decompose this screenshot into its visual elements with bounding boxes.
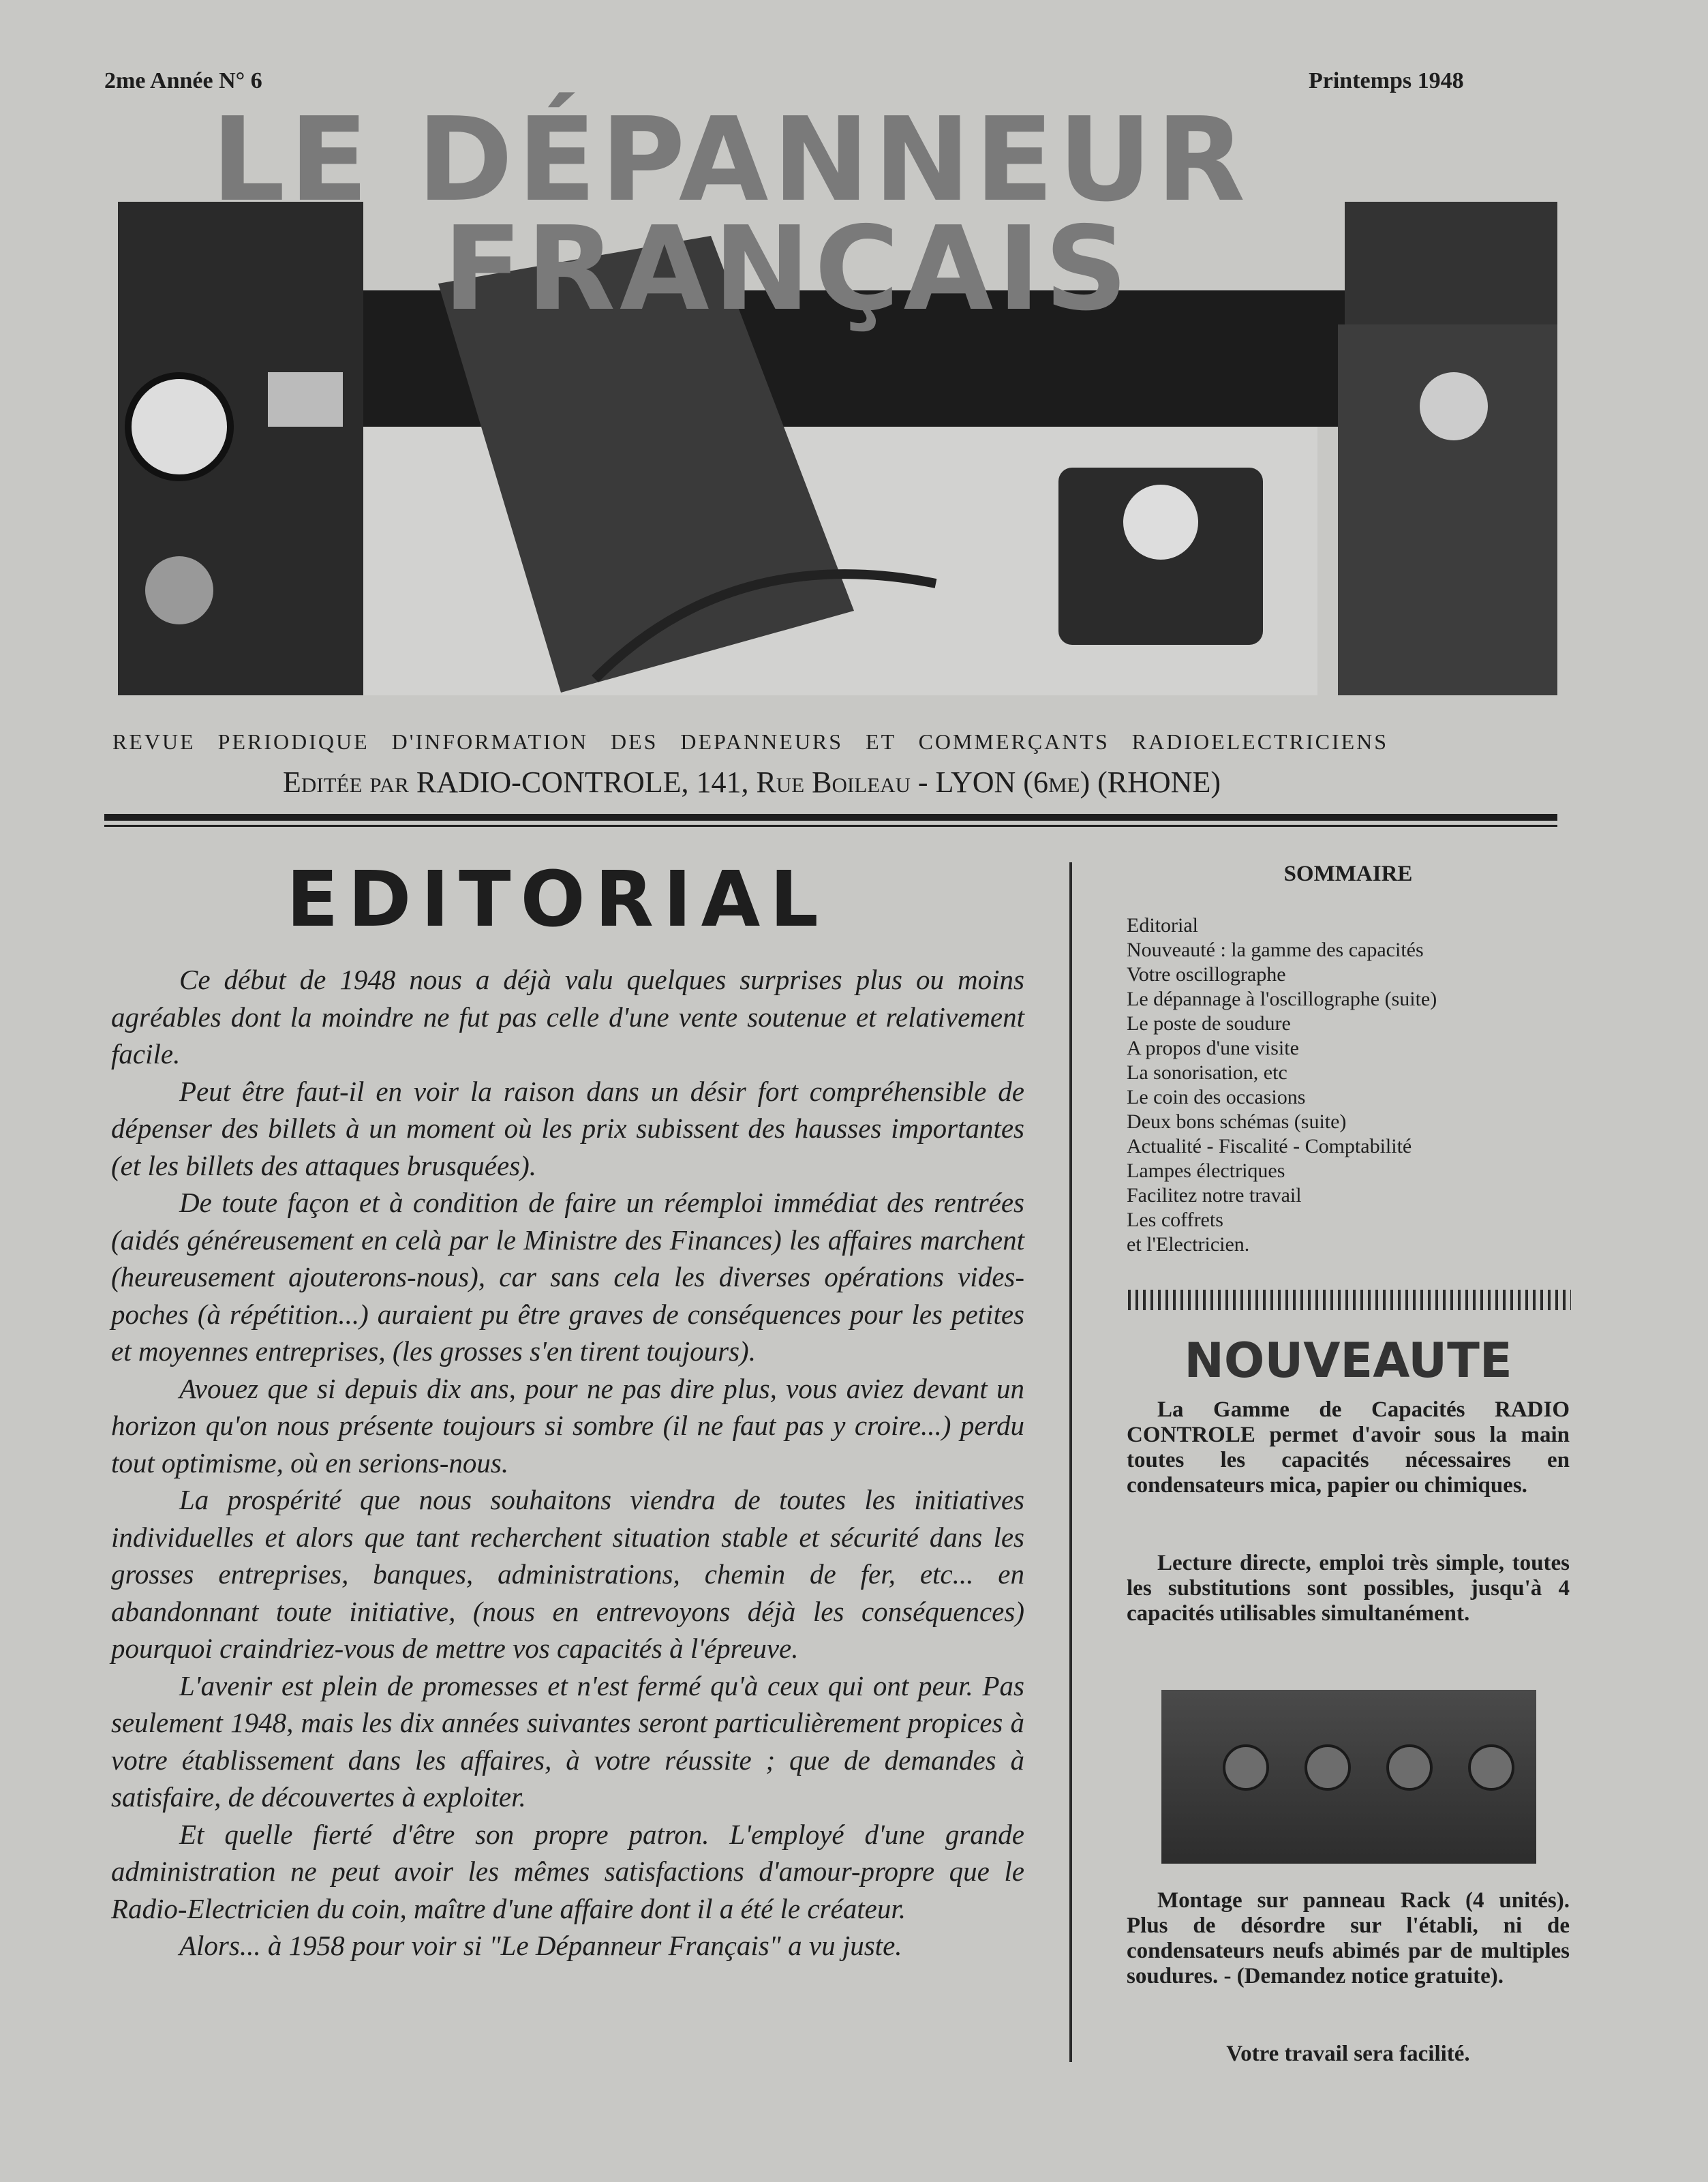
knob: [1223, 1744, 1269, 1791]
closing-line: Votre travail sera facilité.: [1226, 2042, 1470, 2066]
knob: [1386, 1744, 1433, 1791]
issue-date: Printemps 1948: [1309, 68, 1464, 93]
masthead-title-line2: FRANÇAIS: [443, 202, 1132, 337]
knob: [1305, 1744, 1351, 1791]
contents-item: Nouveauté : la gamme des capacités: [1127, 939, 1424, 961]
editorial-paragraph: L'avenir est plein de promesses et n'est fermé qu'à ceux qui ont peur. Pas seulement 1948, mais les dix années suivantes seront particulièrement propices à votre établissement dans les affaires, à votre réussite ; que de demandes à satisfaire, de découvertes à exploiter.: [111, 1669, 1024, 1813]
contents-item: Les coffrets: [1127, 1209, 1223, 1231]
editorial-paragraph: Alors... à 1958 pour voir si "Le Dépanneur Français" a vu juste.: [179, 1930, 902, 1961]
editorial-paragraph: Avouez que si depuis dix ans, pour ne pas dire plus, vous aviez devant un horizon qu'on nous présente toujours si sombre (il ne faut pas y croire...) perdu tout optimisme, où en serions-nous.: [111, 1372, 1024, 1479]
contents-item: Deux bons schémas (suite): [1127, 1110, 1347, 1133]
contents-item: et l'Electricien.: [1127, 1233, 1250, 1256]
editorial-paragraph: Ce début de 1948 nous a déjà valu quelques surprises plus ou moins agréables dont la moindre ne fut pas celle d'une vente soutenue et relativement facile.: [111, 964, 1024, 1070]
editorial-paragraph: Et quelle fierté d'être son propre patron. L'employé d'une grande administration ne peut avoir les mêmes satisfactions d'amour-propre que le Radio-Electricien du coin, maître d'une affaire dont il a été le créateur.: [111, 1818, 1024, 1924]
nouveaute-paragraph: La Gamme de Capacités RADIO CONTROLE permet d'avoir sous la main toutes les capacités nécessaires en condensateurs mica, papier ou chimiques.: [1127, 1397, 1570, 1498]
contents-item: Votre oscillographe: [1127, 963, 1286, 986]
contents-list: [1127, 913, 1437, 1257]
nouveaute-paragraph: Lecture directe, emploi très simple, toutes les substitutions sont possibles, jusqu'à 4 capacités utilisables simultanément.: [1127, 1551, 1570, 1626]
masthead-subtitle: REVUE PERIODIQUE D'INFORMATION DES DEPANNEURS ET COMMERÇANTS RADIOELECTRICIENS: [112, 729, 1389, 754]
contents-item: Lampes électriques: [1127, 1160, 1285, 1182]
column-divider: [1069, 862, 1072, 2062]
editorial-body: [111, 961, 1024, 1965]
knob: [1468, 1744, 1514, 1791]
contents-item: A propos d'une visite: [1127, 1037, 1299, 1059]
contents-item: Facilitez notre travail: [1127, 1184, 1302, 1207]
editorial-paragraph: De toute façon et à condition de faire un réemploi immédiat des rentrées (aidés généreusement en celà par le Ministre des Finances) les affaires marchent (heureusement ajouterons-nous), car sans cela les diverses opérations vides-poches (à répétition...) auraient pu être graves de conséquences pour les petites et moyennes entreprises, (les grosses s'en tirent toujours).: [111, 1187, 1024, 1367]
editorial-paragraph: La prospérité que nous souhaitons viendra de toutes les initiatives individuelles et alors que tant recherchent situation stable et sécurité dans les grosses entreprises, banques, administrations, chemin de fer, etc... en abandonnant toute initiative, (nous en entrevoyons déjà les conséquences) pourquoi craindriez-vous de mettre vos capacités à l'épreuve.: [111, 1484, 1024, 1664]
editorial-paragraph: Peut être faut-il en voir la raison dans un désir fort compréhensible de dépenser des billets à un moment où les prix subissent des hausses importantes (et les billets des attaques brusquées).: [111, 1075, 1024, 1181]
contents-title: SOMMAIRE: [1283, 862, 1413, 886]
editorial-title: EDITORIAL: [286, 855, 828, 944]
nouveaute-title: NOUVEAUTE: [1184, 1333, 1512, 1389]
contents-item: Actualité - Fiscalité - Comptabilité: [1127, 1135, 1412, 1157]
header-rule-thin: [104, 825, 1557, 827]
decorative-tick-rule: [1128, 1290, 1571, 1310]
contents-item: Le dépannage à l'oscillographe (suite): [1127, 988, 1437, 1010]
photo-caption: Montage sur panneau Rack (4 unités). Plus de désordre sur l'établi, ni de condensateurs neufs abimés par de multiples soudures. - (Demandez notice gratuite).: [1127, 1888, 1570, 1988]
rack-panel-photo: [1161, 1690, 1536, 1864]
issue-number: 2me Année N° 6: [104, 68, 262, 93]
contents-item: Le coin des occasions: [1127, 1086, 1306, 1108]
contents-item: La sonorisation, etc: [1127, 1061, 1287, 1084]
masthead-title-line1: LE DÉPANNEUR: [211, 93, 1250, 228]
contents-item: Editorial: [1127, 914, 1198, 937]
contents-item: Le poste de soudure: [1127, 1012, 1291, 1035]
header-rule: [104, 814, 1557, 821]
publisher-line: Editée par RADIO-CONTROLE, 141, Rue Boileau - LYON (6me) (RHONE): [283, 766, 1221, 799]
